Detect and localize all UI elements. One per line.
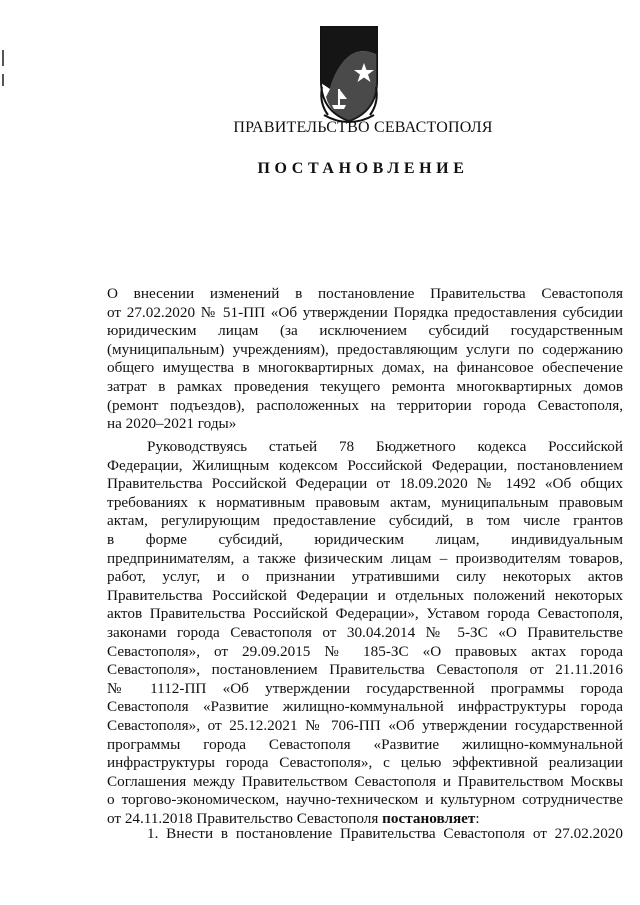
government-name: ПРАВИТЕЛЬСТВО СЕВАСТОПОЛЯ xyxy=(233,119,493,136)
coat-of-arms-emblem xyxy=(318,25,380,123)
body-line: работ, услуг, и о признании утратившими силу некоторых актов xyxy=(107,568,623,586)
document-type-heading: ПОСТАНОВЛЕНИЕ xyxy=(257,160,469,177)
body-line: требованиях к нормативным правовым актам, муниципальным правовым xyxy=(107,493,623,511)
title-line: на 2020–2021 годы» xyxy=(107,415,237,433)
decree-item-1: 1. Внести в постановление Правительства Севастополя от 27.02.2020 xyxy=(147,825,623,842)
body-line: актов Правительства Российской Федерации», Уставом города Севастополя, xyxy=(107,605,623,623)
title-line: затрат в рамках проведения текущего ремонта многоквартирных домов xyxy=(107,377,623,395)
body-line: в форме субсидий, юридическим лицам, индивидуальным xyxy=(107,530,623,548)
decree-word: постановляет xyxy=(382,809,476,827)
title-line: (муниципальным) учреждениям), предоставляющим услуги по содержанию xyxy=(107,340,623,358)
body-line: Руководствуясь статьей 78 Бюджетного кодекса Российской xyxy=(147,438,623,455)
title-line: (ремонт подъездов), расположенных на территории города Севастополя, xyxy=(107,396,623,414)
scan-edge-mark xyxy=(2,74,4,86)
title-line: общего имущества в многоквартирных домах, на финансовое обеспечение xyxy=(107,359,623,377)
title-line: юридическим лицам (за исключением субсидий государственным xyxy=(107,322,623,340)
scan-edge-mark xyxy=(2,50,4,66)
body-line-text: от 24.11.2018 Правительство Севастополя xyxy=(107,809,383,827)
body-line: № 1112-ПП «Об утверждении государственной программы города xyxy=(107,679,623,697)
preamble-paragraph xyxy=(107,438,623,828)
decree-title xyxy=(107,285,623,434)
body-line: Правительства Российской Федерации и отдельных положений некоторых xyxy=(107,586,623,604)
title-line: от 27.02.2020 № 51-ПП «Об утверждении Порядка предоставления субсидии xyxy=(107,303,623,321)
body-line: предпринимателям, а также физическим лицам – производителям товаров, xyxy=(107,549,623,567)
body-line: законами города Севастополя от 30.04.2014 № 5-ЗС «О Правительстве xyxy=(107,623,623,641)
body-line: Севастополя», от 25.12.2021 № 706-ПП «Об утверждении государственной xyxy=(107,716,623,734)
body-line: Правительства Российской Федерации от 18.09.2020 № 1492 «Об общих xyxy=(107,475,623,493)
body-line: о торгово-экономическом, научно-техническом и культурном сотрудничестве xyxy=(107,791,623,809)
body-line: Севастополя», постановлением Правительства Севастополя от 21.11.2016 xyxy=(107,661,623,679)
body-line: Федерации, Жилищным кодексом Российской Федерации, постановлением xyxy=(107,456,623,474)
body-line: Севастополя «Развитие жилищно-коммунальной инфраструктуры города xyxy=(107,698,623,716)
body-line: актам, регулирующим предоставление субсидий, в том числе грантов xyxy=(107,512,623,530)
decree-colon: : xyxy=(475,809,480,827)
body-line: программы города Севастополя «Развитие жилищно-коммунальной xyxy=(107,735,623,753)
body-line: инфраструктуры города Севастополя», с целью эффективной реализации xyxy=(107,754,623,772)
body-line: Соглашения между Правительством Севастополя и Правительством Москвы xyxy=(107,772,623,790)
title-line: О внесении изменений в постановление Правительства Севастополя xyxy=(107,285,623,302)
body-line: Севастополя», от 29.09.2015 № 185-ЗС «О правовых актах города xyxy=(107,642,623,660)
